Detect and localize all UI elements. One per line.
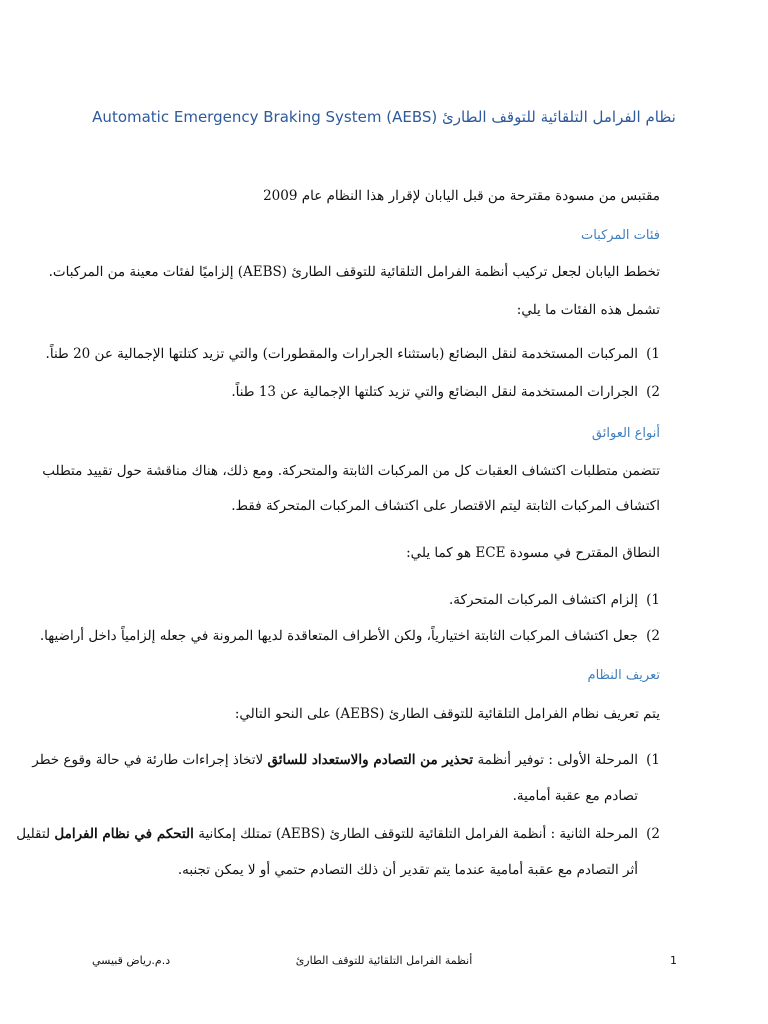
list-item-text: المرحلة الأولى : توفير أنظمة <box>477 752 638 768</box>
list-number: 1) <box>646 592 660 608</box>
footer-center-title: أنظمة الفرامل التلقائية للتوقف الطارئ <box>295 954 473 967</box>
list-item-continuation: أثر التصادم مع عقبة أمامية عندما يتم تقدير أن ذلك التصادم حتمي أو لا يمكن تجنبه. <box>177 862 638 878</box>
list-item-text: المركبات المستخدمة لنقل البضائع (باستثناء الجرارات والمقطورات) والتي تزيد كتلتها الإجمالية عن 20 طناً. <box>45 346 638 362</box>
list-item <box>46 344 660 364</box>
list-number: 1) <box>646 752 660 768</box>
list-item-bold-text: التحكم في نظام الفرامل <box>54 826 194 842</box>
list-number: 2) <box>646 384 660 400</box>
list-item-text: جعل اكتشاف المركبات الثابتة اختيارياً، ولكن الأطراف المتعاقدة لديها المرونة في جعله إلزامياً داخل أراضيها. <box>39 628 638 644</box>
obstacles-paragraph-2: النطاق المقترح في مسودة ECE هو كما يلي: <box>406 545 660 561</box>
document-title: Automatic Emergency Braking System (AEBS) نظام الفرامل التلقائية للتوقف الطارئ <box>92 108 676 126</box>
list-item <box>16 824 660 844</box>
definition-paragraph-1: يتم تعريف نظام الفرامل التلقائية للتوقف الطارئ (AEBS) على النحو التالي: <box>234 706 660 722</box>
section-heading-definition: تعريف النظام <box>587 668 660 683</box>
list-item-text: إلزام اكتشاف المركبات المتحركة. <box>449 592 638 608</box>
list-number: 2) <box>646 826 660 842</box>
list-item-text: لتقليل <box>16 826 51 842</box>
footer-author: د.م.رياض قبيسي <box>92 954 171 967</box>
list-item <box>40 626 660 646</box>
list-number: 1) <box>646 346 660 362</box>
list-item <box>449 590 660 610</box>
list-number: 2) <box>646 628 660 644</box>
list-item <box>231 382 660 402</box>
list-item-bold-text: تحذير من التصادم والاستعداد للسائق <box>267 752 474 768</box>
list-item-continuation: تصادم مع عقبة أمامية. <box>512 788 638 804</box>
list-item-text: الجرارات المستخدمة لنقل البضائع والتي تزيد كتلتها الإجمالية عن 13 طناً. <box>231 384 638 400</box>
categories-paragraph-2: تشمل هذه الفئات ما يلي: <box>516 302 660 318</box>
section-heading-obstacles: أنواع العوائق <box>591 426 660 441</box>
section-heading-categories: فئات المركبات <box>580 228 660 243</box>
intro-text: مقتبس من مسودة مقترحة من قبل اليابان لإقرار هذا النظام عام 2009 <box>263 188 660 204</box>
list-item <box>32 750 660 770</box>
categories-paragraph-1: تخطط اليابان لجعل تركيب أنظمة الفرامل التلقائية للتوقف الطارئ (AEBS) إلزاميًا لفئات معينة من المركبات. <box>48 264 660 280</box>
list-item-text: المرحلة الثانية : أنظمة الفرامل التلقائية للتوقف الطارئ (AEBS) تمتلك إمكانية <box>198 826 638 842</box>
obstacles-paragraph-line-2: اكتشاف المركبات الثابتة ليتم الاقتصار على اكتشاف المركبات المتحركة فقط. <box>231 498 660 514</box>
obstacles-paragraph-line-1: تتضمن متطلبات اكتشاف العقبات كل من المركبات الثابتة والمتحركة. ومع ذلك، هناك مناقشة حول تقييد متطلب <box>42 463 660 479</box>
footer-page-number: 1 <box>670 954 677 967</box>
list-item-text: لاتخاذ إجراءات طارئة في حالة وقوع خطر <box>32 752 264 768</box>
